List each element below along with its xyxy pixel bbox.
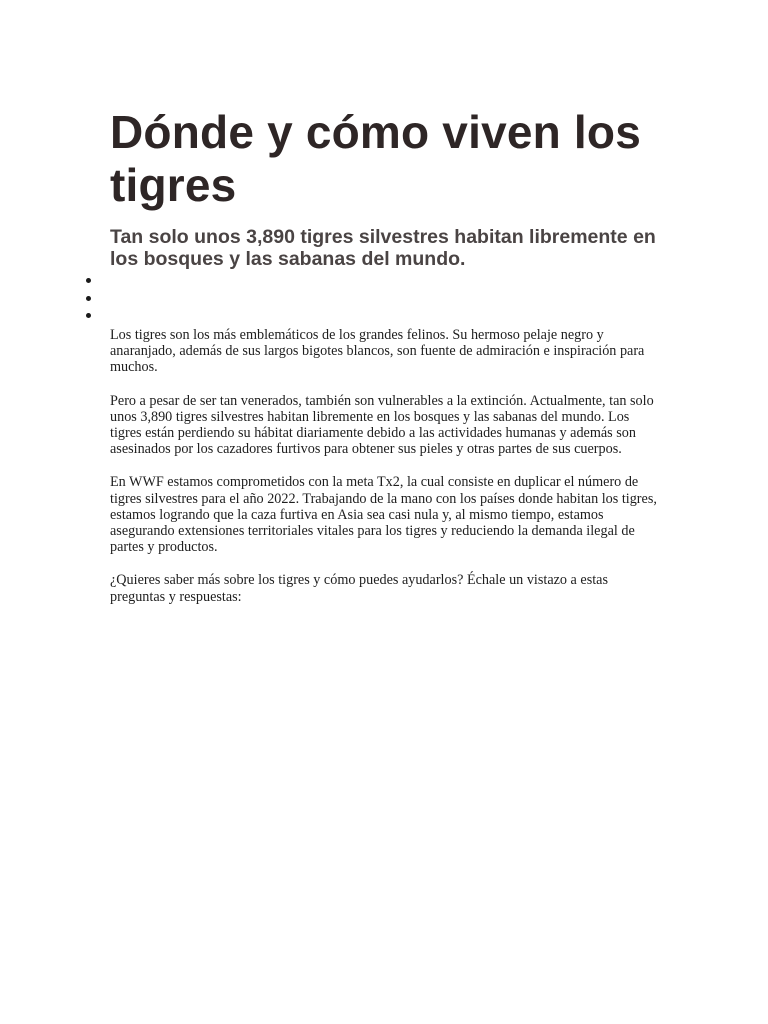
paragraph-wwf-goal: En WWF estamos comprometidos con la meta Tx2, la cual consiste en duplicar el número de tigres silvestres para el año 2022. Trabajando de la mano con los países donde habitan los tigres, estamos logrando que la caza furtiva en Asia sea casi nula y, al mismo tiempo, estamos asegurando extensiones territoriales vitales para los tigres y reduciendo la demanda ilegal de partes y productos. (110, 474, 657, 556)
article-body (110, 327, 660, 622)
paragraph-extinction: Pero a pesar de ser tan venerados, también son vulnerables a la extinción. Actualmente, tan solo unos 3,890 tigres silvestres habitan libremente en los bosques y las sabanas del mundo. Los tigres están perdiendo su hábitat diariamente debido a las actividades humanas y además son asesinados por los cazadores furtivos para obtener sus pieles y otras partes de sus cuerpos. (110, 392, 654, 458)
paragraph-intro: Los tigres son los más emblemáticos de los grandes felinos. Su hermoso pelaje negro y anaranjado, además de sus largos bigotes blancos, son fuente de admiración e inspiración para muchos. (110, 327, 645, 376)
article-header (110, 106, 658, 270)
article-subtitle: Tan solo unos 3,890 tigres silvestres habitan libremente en los bosques y las sabanas del mundo. (110, 226, 656, 270)
paragraph-questions: ¿Quieres saber más sobre los tigres y cómo puedes ayudarlos? Échale un vistazo a estas preguntas y respuestas: (110, 572, 608, 605)
page-title: Dónde y cómo viven los tigres (110, 106, 641, 211)
